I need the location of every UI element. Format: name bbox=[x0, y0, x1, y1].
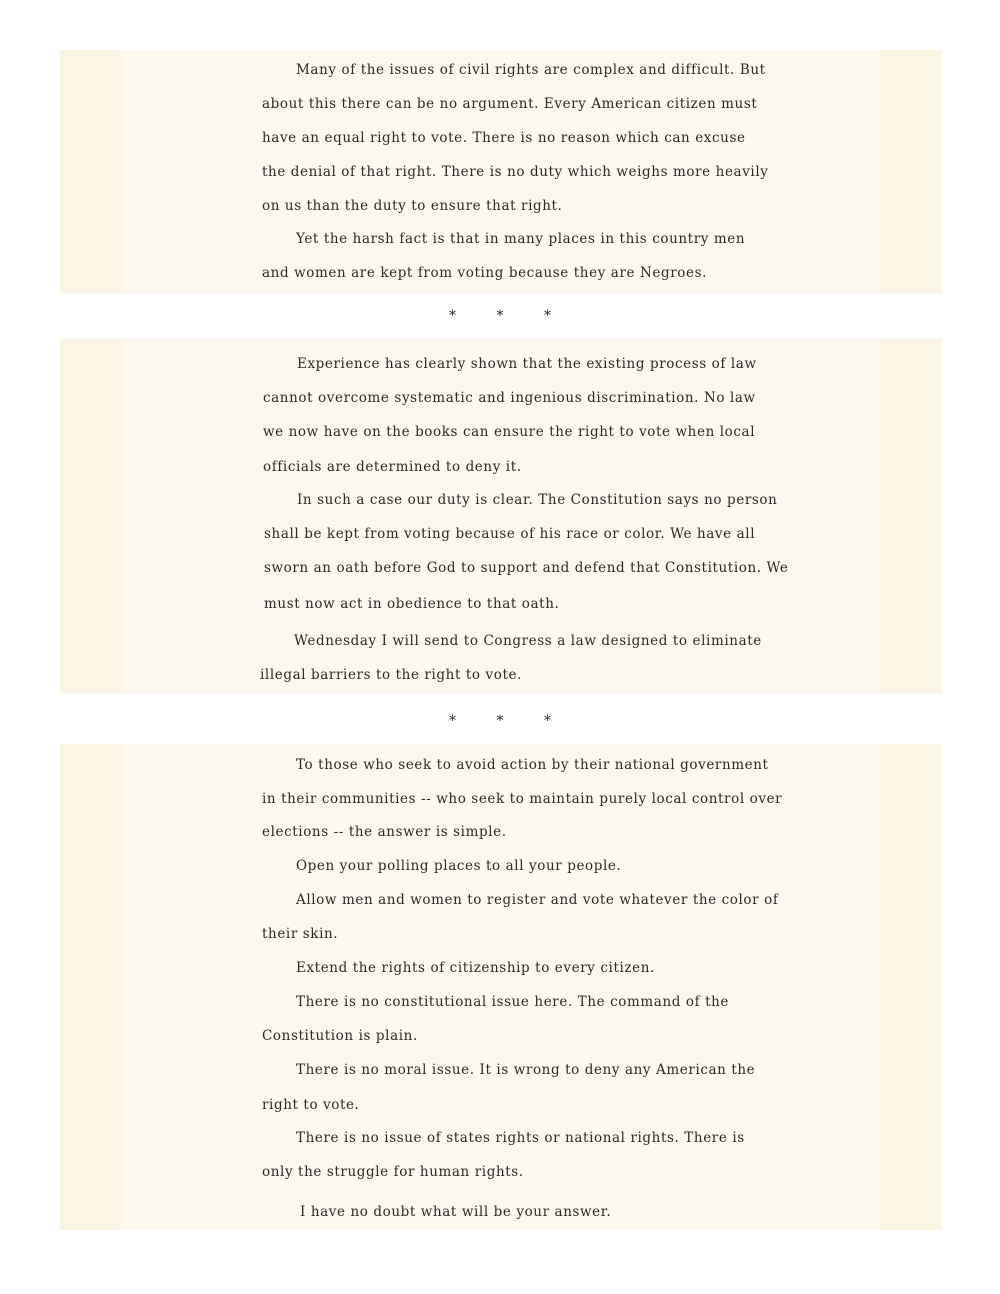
text-line: we now have on the books can ensure the right to vote when local bbox=[263, 424, 756, 440]
text-line: There is no moral issue. It is wrong to deny any American the bbox=[296, 1062, 756, 1078]
text-line: There is no constitutional issue here. The command of the bbox=[296, 994, 729, 1010]
section-divider: * * * bbox=[449, 713, 569, 729]
text-line: in their communities -- who seek to maintain purely local control over bbox=[262, 791, 783, 807]
text-line: Extend the rights of citizenship to every citizen. bbox=[296, 960, 655, 976]
text-line: Constitution is plain. bbox=[262, 1028, 418, 1044]
text-line: There is no issue of states rights or national rights. There is bbox=[296, 1130, 745, 1146]
text-line: and women are kept from voting because they are Negroes. bbox=[262, 265, 708, 281]
text-line: I have no doubt what will be your answer. bbox=[300, 1204, 612, 1220]
text-line: the denial of that right. There is no duty which weighs more heavily bbox=[262, 164, 769, 180]
text-line: only the struggle for human rights. bbox=[262, 1164, 524, 1180]
text-line: their skin. bbox=[262, 926, 339, 942]
section-divider: * * * bbox=[449, 308, 569, 324]
text-line: sworn an oath before God to support and defend that Constitution. We bbox=[264, 560, 789, 576]
text-line: about this there can be no argument. Every American citizen must bbox=[262, 96, 758, 112]
text-line: on us than the duty to ensure that right. bbox=[262, 198, 563, 214]
text-line: Allow men and women to register and vote whatever the color of bbox=[296, 892, 779, 908]
text-line: must now act in obedience to that oath. bbox=[264, 596, 560, 612]
text-line: illegal barriers to the right to vote. bbox=[260, 667, 522, 683]
text-line: Open your polling places to all your people. bbox=[296, 858, 622, 874]
document-scrap-3 bbox=[60, 744, 942, 1230]
text-line: Experience has clearly shown that the existing process of law bbox=[297, 356, 757, 372]
text-line: In such a case our duty is clear. The Constitution says no person bbox=[297, 492, 778, 508]
text-line: have an equal right to vote. There is no reason which can excuse bbox=[262, 130, 746, 146]
text-line: officials are determined to deny it. bbox=[263, 459, 522, 475]
text-line: shall be kept from voting because of his race or color. We have all bbox=[264, 526, 756, 542]
text-line: Many of the issues of civil rights are complex and difficult. But bbox=[296, 62, 766, 78]
text-line: cannot overcome systematic and ingenious discrimination. No law bbox=[263, 390, 756, 406]
text-line: right to vote. bbox=[262, 1097, 360, 1113]
text-line: elections -- the answer is simple. bbox=[262, 824, 507, 840]
text-line: Wednesday I will send to Congress a law designed to eliminate bbox=[294, 633, 762, 649]
text-line: To those who seek to avoid action by their national government bbox=[296, 757, 769, 773]
text-line: Yet the harsh fact is that in many places in this country men bbox=[296, 231, 746, 247]
